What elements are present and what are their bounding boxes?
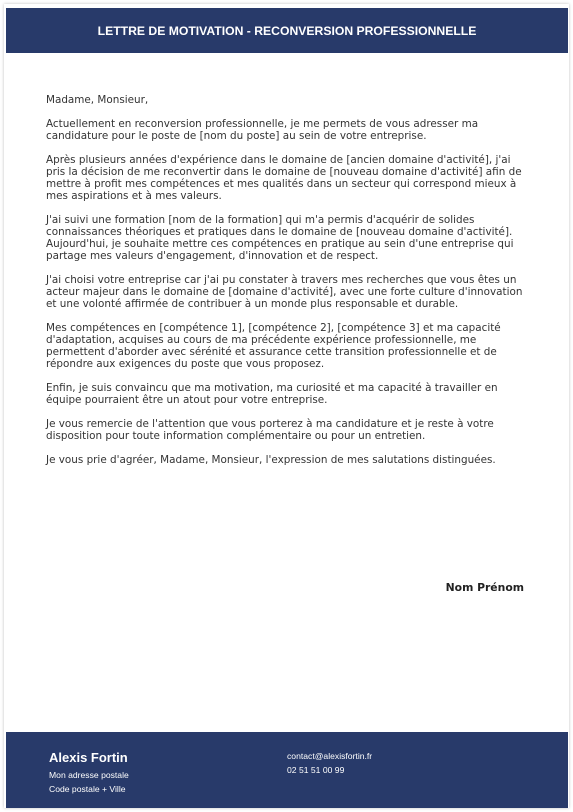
- letter-body: [46, 94, 528, 478]
- paragraph-skills: Mes compétences en [compétence 1], [compétence 2], [compétence 3] et ma capacité d'adaptation, acquises au cours de ma précédente expérience professionnelle, me permettent d'aborder avec sérénité et assurance cette transition professionnelle et de répondre aux exigences du poste que vous proposez.: [46, 322, 501, 370]
- paragraph-company-choice: J'ai choisi votre entreprise car j'ai pu constater à travers mes recherches que vous êtes un acteur majeur dans le domaine de [domaine d'activité], avec une forte culture d'innovation et une volonté affirmée de contribuer à un monde plus responsable et durable.: [46, 274, 523, 310]
- paragraph-training: J'ai suivi une formation [nom de la formation] qui m'a permis d'acquérir de solides connaissances théoriques et pratiques dans le domaine de [nouveau domaine d'activité]. Aujourd'hui, je souhaite mettre ces compétences en pratique au sein d'une entreprise qui partage mes valeurs d'engagement, d'innovation et de respect.: [46, 214, 514, 262]
- footer-address-line-2: Code postale + Ville: [49, 784, 126, 794]
- footer-email[interactable]: contact@alexisfortin.fr: [287, 751, 373, 761]
- paragraph-intro: Actuellement en reconversion professionnelle, je me permets de vous adresser ma candidature pour le poste de [nom du poste] au sein de votre entreprise.: [46, 118, 479, 142]
- signature: Nom Prénom: [445, 581, 524, 594]
- paragraph-closing: Je vous prie d'agréer, Madame, Monsieur, l'expression de mes salutations distinguées.: [46, 454, 496, 466]
- footer-band: [6, 732, 568, 808]
- paragraph-experience: Après plusieurs années d'expérience dans le domaine de [ancien domaine d'activité], j'ai pris la décision de me reconvertir dans le domaine de [nouveau domaine d'activité] afin de mettre à profit mes compétences et mes qualités dans un secteur qui correspond mieux à mes aspirations et à mes valeurs.: [46, 154, 522, 202]
- footer-contact: [287, 749, 372, 777]
- header-band: [6, 8, 568, 53]
- footer-identity: [49, 750, 129, 796]
- footer-address-line-1: Mon adresse postale: [49, 770, 129, 780]
- footer-phone[interactable]: 02 51 51 00 99: [287, 765, 345, 775]
- salutation: Madame, Monsieur,: [46, 94, 149, 106]
- letter-page: [4, 4, 569, 808]
- paragraph-motivation: Enfin, je suis convaincu que ma motivation, ma curiosité et ma capacité à travailler en équipe pourraient être un atout pour votre entreprise.: [46, 382, 498, 406]
- paragraph-thanks: Je vous remercie de l'attention que vous porterez à ma candidature et je reste à votre disposition pour toute information complémentaire ou pour un entretien.: [46, 418, 494, 442]
- footer-name: Alexis Fortin: [49, 750, 128, 765]
- page-title: LETTRE DE MOTIVATION - RECONVERSION PROFESSIONNELLE: [97, 23, 477, 38]
